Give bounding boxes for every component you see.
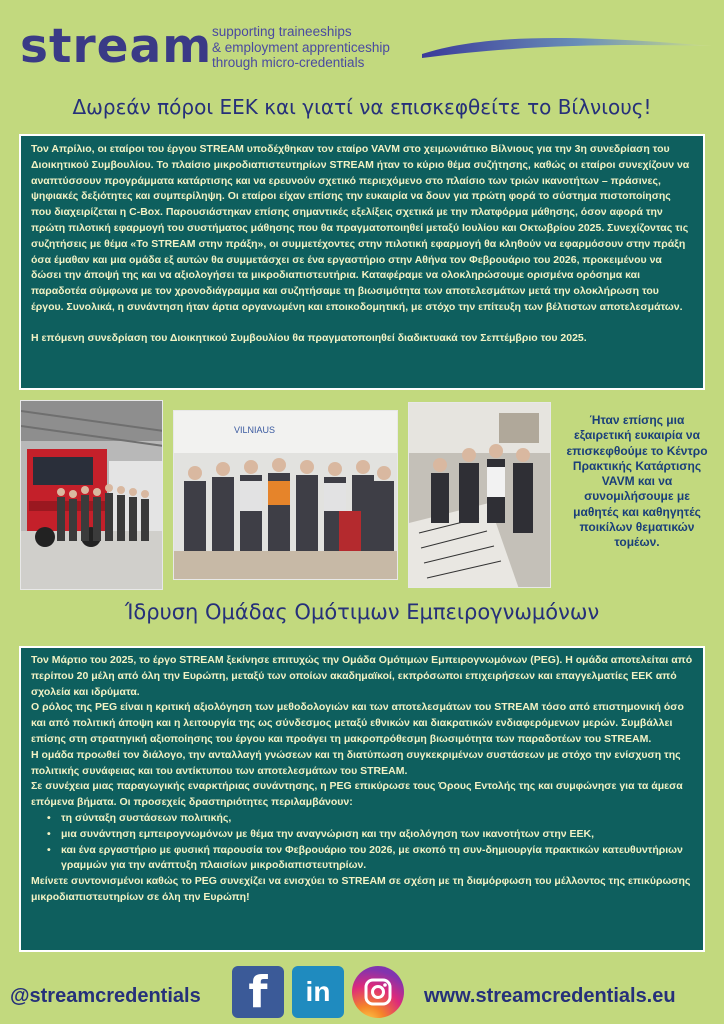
photo-truck-workshop xyxy=(20,400,163,590)
instagram-icon[interactable] xyxy=(352,966,404,1018)
swoosh-decoration-icon xyxy=(420,32,714,66)
list-item: • τη σύνταξη συστάσεων πολιτικής, xyxy=(61,811,693,827)
section2-closing: Μείνετε συντονισμένοι καθώς το PEG συνεχίζει να ενισχύει το STREAM σε σχέση με τη διαμόρφωση του μέλλοντος της επικύρωσης μικροδιαπιστευτηρίων σε όλη την Ευρώπη! xyxy=(31,875,691,903)
tagline-line-3: through micro-credentials xyxy=(212,55,365,70)
linkedin-glyph: in xyxy=(305,976,331,1007)
section2-paragraph-3: Η ομάδα προωθεί τον διάλογο, την ανταλλαγή γνώσεων και τη διατύπωση συγκεκριμένων συστάσεων με στόχο την ενίσχυση της πολιτικής συνάφειας και του αντίκτυπου των αποτελεσμάτων του STREAM. xyxy=(31,748,681,777)
list-item: • μια συνάντηση εμπειρογνωμόνων με θέμα την αναγνώριση και την αξιολόγηση των ικανοτήτων στην ΕΕΚ, xyxy=(61,827,693,843)
facebook-glyph: f xyxy=(248,966,268,1018)
section1-next-meeting: Η επόμενη συνεδρίαση του Διοικητικού Συμβουλίου θα πραγματοποιηθεί διαδικτυακά τον Σεπτέμβριο του 2025. xyxy=(31,331,587,344)
section2-paragraph-1: Τον Μάρτιο του 2025, το έργο STREAM ξεκίνησε επιτυχώς την Ομάδα Ομότιμων Εμπειρογνωμόνων (PEG). Η ομάδα αποτελείται από περίπου 20 μέλη από όλη την Ευρώπη, μεταξύ των οποίων ακαδημαϊκοί, εκπρόσωποι επιχειρήσεων και επαγγελματίες ΕΕΚ από σχολεία και ιδρύματα. xyxy=(31,654,693,698)
stream-logo: stream xyxy=(20,19,213,74)
tagline-line-1: supporting traineeships xyxy=(212,24,352,39)
linkedin-icon[interactable] xyxy=(292,966,344,1018)
section1-paragraph: Τον Απρίλιο, οι εταίροι του έργου STREAM υποδέχθηκαν τον εταίρο VAVM στο χειμωνιάτικο Βίλνιους για την 3η συνεδρίαση του Διοικητικού Συμβουλίου. Το πλαίσιο μικροδιαπιστευτηρίων STREAM ήταν το κύριο θέμα συζήτησης, καθώς οι εταίροι συνεχίζουν να αναπτύσσουν προγράμματα κατάρτισης και να ερευνούν σχετικό περιεχόμενο στο πλαίσιο των τριών ικανοτήτων – πράσινες, ψηφιακές δεξιότητες και συμπερίληψη. Οι εταίροι είχαν επίσης την ευκαιρία να δουν για πρώτη φορά το σύστημα πιστοποίησης που διαχειρίζεται η C-Box. Παρουσιάστηκαν επίσης σημαντικές εξελίξεις σχετικά με την πλατφόρμα μάθησης, όσον αφορά την πρώτη πιλοτική εφαρμογή του συστήματος μάθησης που θα πραγματοποιηθεί μεταξύ Ιουλίου και Οκτωβρίου 2025. Συνεχίζοντας τις συζητήσεις με θέμα «Το STREAM στην πράξη», οι συμμετέχοντες στην πιλοτική εφαρμογή θα κληθούν να εφαρμόσουν στην πράξη όσα έμαθαν και μια ομάδα εξ αυτών θα συμμετάσχει σε ένα εργαστήριο στην Αθήνα τον Φεβρουάριο του 2026, προκειμένου να δώσει την άποψή της και να αξιολογήσει τα μικροδιαπιστευτήρια. Καταφέραμε να ολοκληρώσουμε ορισμένα ορόσημα και παραδοτέα σύμφωνα με τον χρονοδιάγραμμα και συζητήσαμε τη βιωσιμότητα των αποτελεσμάτων μετά την ολοκλήρωση του έργου. Συνολικά, η συνάντηση ήταν άρτια οργανωμένη και εποικοδομητική, με στόχο την επίτευξη των βέλτιστων αποτελεσμάτων. xyxy=(31,143,690,313)
header xyxy=(0,0,724,86)
photo-classroom xyxy=(408,402,551,588)
side-caption: Ήταν επίσης μια εξαιρετική ευκαιρία να επισκεφθούμε το Κέντρο Πρακτικής Κατάρτισης VAVM και να συνομιλήσουμε με μαθητές και καθηγητές ποικίλων θεματικών τομέων. xyxy=(566,413,708,550)
tagline-line-2: & employment apprenticeship xyxy=(212,39,390,55)
website-link[interactable]: www.streamcredentials.eu xyxy=(424,985,676,1007)
facebook-icon[interactable] xyxy=(232,966,284,1018)
list-item: • και ένα εργαστήριο με φυσική παρουσία τον Φεβρουάριο του 2026, με σκοπό τη συν-δημιουργία πρακτικών κατευθυντήριων γραμμών για την ανάπτυξη πλαισίων μικροδιαπιστευτηρίων. xyxy=(61,843,693,875)
tagline xyxy=(212,24,390,71)
section2-paragraph-2: Ο ρόλος της PEG είναι η κριτική αξιολόγηση των μεθοδολογιών και των αποτελεσμάτων του STREAM τόσο από επιστημονική όσο και από πολιτική άποψη και η λειτουργία της ως σύνδεσμος μεταξύ εθνικών και διακρατικών ενδιαφερόμενων μερών. Συμβάλλει επίσης στη στρατηγική αξιοποίησης του έργου και προάγει τη μακροπρόθεσμη βιωσιμότητα των παραδοτέων του STREAM. xyxy=(31,701,684,745)
section2-title: Ίδρυση Ομάδας Ομότιμων Εμπειρογνωμόνων xyxy=(124,600,600,624)
section1-title: Δωρεάν πόροι ΕΕΚ και γιατί να επισκεφθείτε το Βίλνιους! xyxy=(72,95,652,119)
social-handle[interactable]: @streamcredentials xyxy=(10,985,201,1007)
section2-text-box xyxy=(19,646,705,952)
activities-list xyxy=(31,811,693,874)
section1-text-box xyxy=(19,134,705,390)
section2-paragraph-4: Σε συνέχεια μιας παραγωγικής εναρκτήριας συνάντησης, η PEG επικύρωσε τους Όρους Εντολής της και συμφώνησε για τα άμεσα επόμενα βήματα. Οι προσεχείς δραστηριότητες περιλαμβάνουν: xyxy=(31,780,683,809)
photo-group xyxy=(173,410,398,580)
photo-banner-text: VILNIAUS xyxy=(234,425,276,435)
